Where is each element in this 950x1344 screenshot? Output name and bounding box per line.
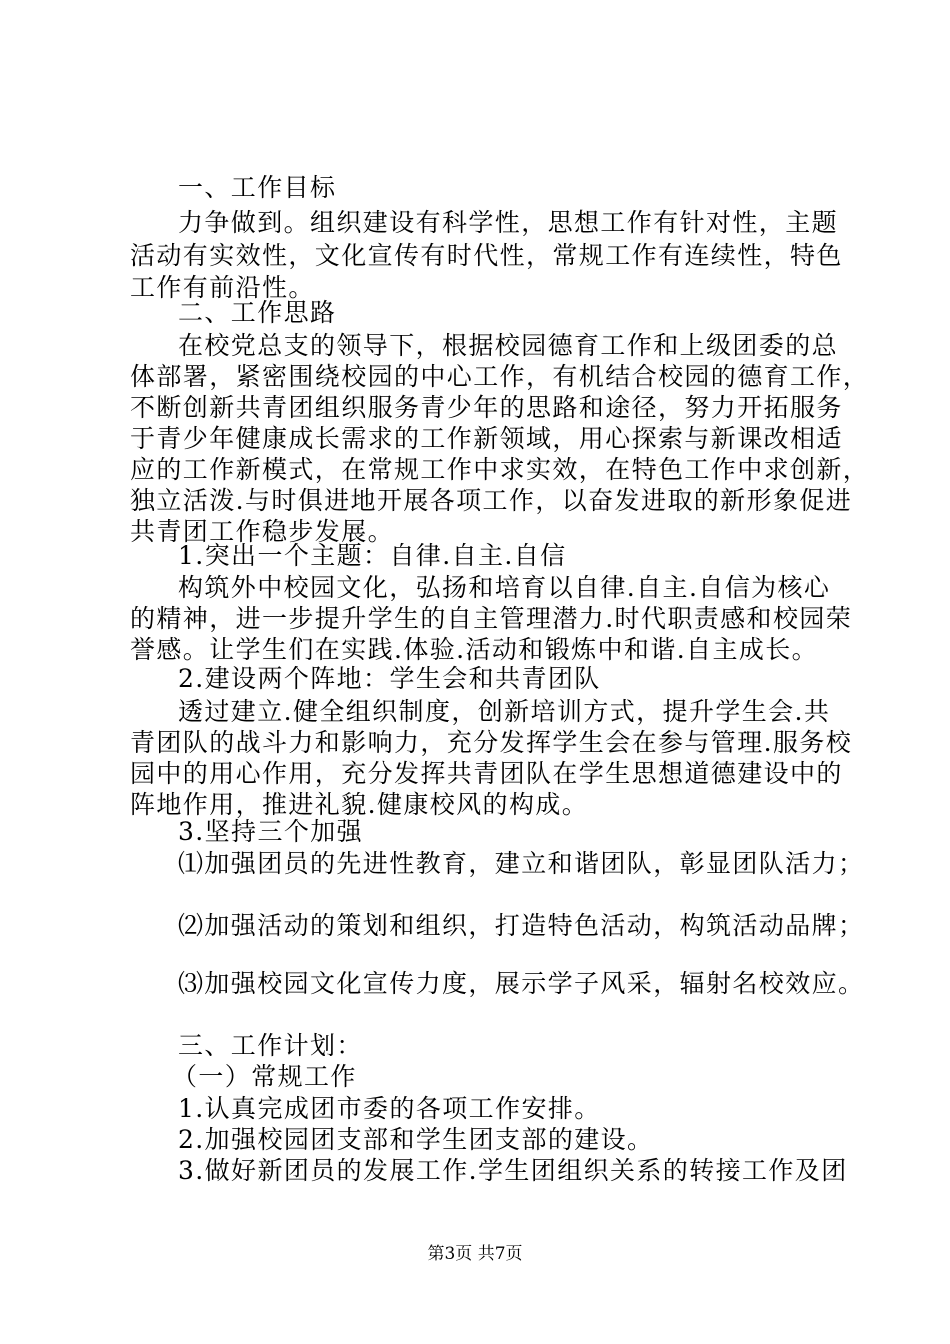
paragraph-line: 不断创新共青团组织服务青少年的思路和途径，努力开拓服务	[130, 393, 843, 422]
paragraph-line: 透过建立.健全组织制度，创新培训方式，提升学生会.共	[178, 697, 831, 726]
page-footer: 第3页 共7页	[427, 1244, 523, 1264]
point-heading-1: 1.突出一个主题：自律.自主.自信	[178, 541, 567, 570]
list-item: ⑵加强活动的策划和组织，打造特色活动，构筑活动品牌；	[178, 911, 865, 940]
subsection-heading-routine: （一）常规工作	[172, 1062, 357, 1091]
paragraph-line: 体部署，紧密围绕校园的中心工作，有机结合校园的德育工作，	[130, 362, 870, 391]
list-item: ⑴加强团员的先进性教育，建立和谐团队，彰显团队活力；	[178, 849, 865, 878]
paragraph-line: 共青团工作稳步发展。	[130, 517, 395, 546]
paragraph-line: 构筑外中校园文化，弘扬和培育以自律.自主.自信为核心	[178, 573, 831, 602]
paragraph-line: 在校党总支的领导下，根据校园德育工作和上级团委的总	[178, 331, 839, 360]
paragraph-line: 于青少年健康成长需求的工作新领域，用心探索与新课改相适	[130, 424, 843, 453]
list-item: ⑶加强校园文化宣传力度，展示学子风采，辐射名校效应。	[178, 969, 865, 998]
paragraph-line: 青团队的战斗力和影响力，充分发挥学生会在参与管理.服务校	[130, 728, 853, 757]
paragraph-line: 力争做到。组织建设有科学性，思想工作有针对性，主题	[178, 208, 839, 237]
paragraph-line: 独立活泼.与时俱进地开展各项工作，以奋发进取的新形象促进	[130, 486, 853, 515]
paragraph-line: 应的工作新模式，在常规工作中求实效，在特色工作中求创新，	[130, 455, 870, 484]
paragraph-line: 的精神，进一步提升学生的自主管理潜力.时代职责感和校园荣	[130, 604, 853, 633]
paragraph-line: 活动有实效性，文化宣传有时代性，常规工作有连续性，特色	[130, 241, 843, 270]
paragraph-line: 园中的用心作用，充分发挥共青团队在学生思想道德建设中的	[130, 759, 843, 788]
section-heading-goal: 一、工作目标	[178, 173, 337, 202]
list-item: 1.认真完成团市委的各项工作安排。	[178, 1094, 601, 1123]
paragraph-line: 阵地作用，推进礼貌.健康校风的构成。	[130, 790, 589, 819]
paragraph-line: 誉感。让学生们在实践.体验.活动和锻炼中和谐.自主成长。	[130, 635, 819, 664]
section-heading-idea: 二、工作思路	[178, 298, 337, 327]
list-item: 2.加强校园团支部和学生团支部的建设。	[178, 1125, 654, 1154]
section-heading-plan: 三、工作计划：	[178, 1031, 363, 1060]
point-heading-2: 2.建设两个阵地：学生会和共青团队	[178, 664, 601, 693]
paragraph-line: 工作有前沿性。	[130, 273, 315, 302]
list-item: 3.做好新团员的发展工作.学生团组织关系的转接工作及团	[178, 1156, 848, 1185]
point-heading-3: 3.坚持三个加强	[178, 817, 364, 846]
